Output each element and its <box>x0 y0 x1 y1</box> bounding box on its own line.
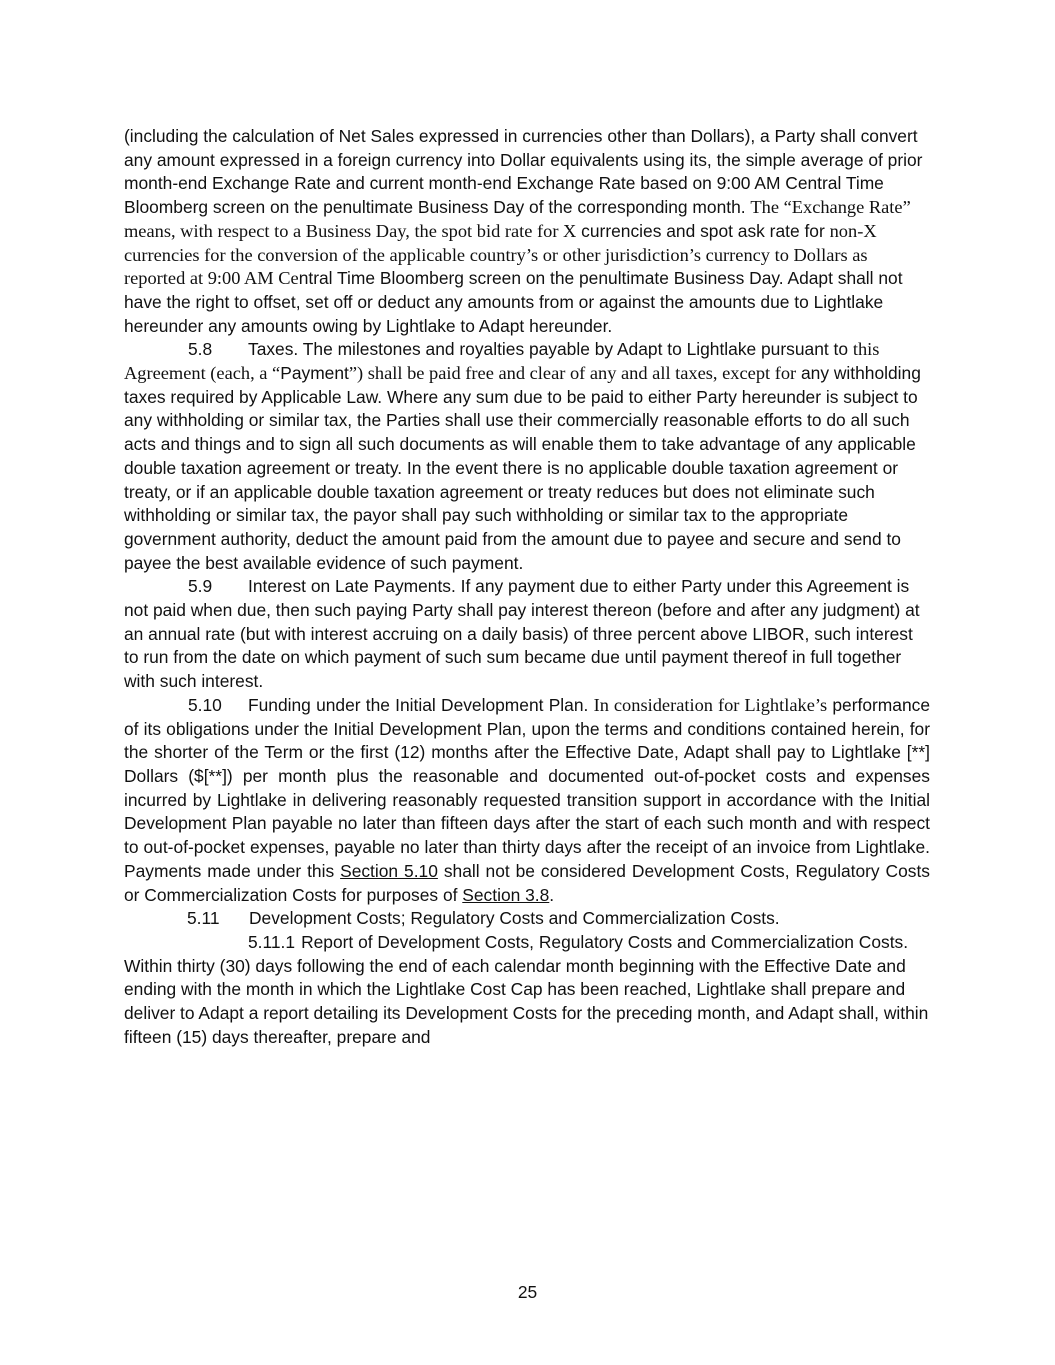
paragraph-exchange-rate <box>124 125 930 338</box>
text-run: Taxes. The milestones and royalties payable by Adapt to Lightlake pursuant to <box>248 339 853 360</box>
text-run: (including the calculation of Net Sales expressed in currencies other than Dollars), a Party shall convert any amount expressed in a foreign currency into Dollar equivalents using its, the simple average of prior month-end Exchange Rate and current month-end Exchange Rate based on 9:00 AM Central Time Bloomberg screen on the penultimate Business Day of the corresponding month. <box>124 126 923 218</box>
section-cross-reference: Section 3.8 <box>462 884 550 905</box>
text-run: shall not be considered Development Costs, Regulatory Costs or Commercialization Costs for purposes of <box>124 860 930 905</box>
text-run: The “Exchange Rate” means, with respect to a Business Day, the spot bid rate for X <box>124 197 911 241</box>
section-heading: Development Costs; Regulatory Costs and Commercialization Costs. <box>249 908 780 929</box>
section-number: 5.11.1 <box>248 931 296 952</box>
document-page <box>124 125 930 1049</box>
section-number: 5.10 <box>188 694 222 715</box>
section-number: 5.8 <box>188 339 213 360</box>
section-5-11-1-report <box>124 931 930 1050</box>
text-run: Interest on Late Payments. If any payment due to either Party under this Agreement is not paid when due, then such paying Party shall pay interest thereon (before and after any judgment) at an annual rate (but with interest accruing on a daily basis) of three percent above LIBOR, such interest to run from the date on which payment of such sum became due until payment thereof in full together with such interest. <box>124 576 920 692</box>
text-run: . <box>549 884 555 905</box>
text-run: non-X currencies for the conversion of the applicable country’s or other jurisdiction’s currency to Dollars as reported at 9:00 AM Ce <box>124 220 877 289</box>
section-5-10-funding <box>124 694 930 907</box>
text-run: Funding under the Initial Development Plan. <box>248 694 594 715</box>
text-run: ”) shall be paid free and clear of any and all taxes, except for <box>348 363 797 384</box>
section-number: 5.9 <box>188 576 213 597</box>
text-run: ntral Time Bloomberg screen on the penultimate Business Day. Adapt shall not have the right to offset, set off or deduct any amounts from or against the amounts due to Lightlake hereunder any amounts owing by Lightlake to Adapt hereunder. <box>124 268 903 336</box>
text-run: performance of its obligations under the Initial Development Plan, upon the terms and conditions contained herein, for the shorter of the Term or the first (12) months after the Effective Date, Adapt shall pay to Lightlake [**] Dollars ($[**]) per month plus the reasonable and documented out-of-pocket costs and expenses incurred by Lightlake in delivering reasonably requested transition support in accordance with the Initial Development Plan payable no later than fifteen days after the start of each such month and with respect to out-of-pocket expenses, payable no later than thirty days after the receipt of an invoice from Lightlake. Payments made under this <box>124 694 930 881</box>
section-5-9-interest <box>124 575 930 694</box>
text-run: Report of Development Costs, Regulatory Costs and Commercialization Costs. Within thirty (30) days following the end of each calendar month beginning with the Effective Date and ending with the month in which the Lightlake Cost Cap has been reached, Lightlake shall prepare and deliver to Adapt a report detailing its Development Costs for the preceding month, and Adapt shall, within fifteen (15) days thereafter, prepare and <box>124 931 929 1047</box>
section-number: 5.11 <box>187 908 220 929</box>
section-5-11-heading <box>124 907 930 931</box>
page-number: 25 <box>517 1282 538 1302</box>
section-5-8-taxes <box>124 338 930 575</box>
text-run: this Agreement (each, a “ <box>124 339 880 384</box>
text-run: any withholding taxes required by Applicable Law. Where any sum due to be paid to either Party hereunder is subject to any withholding or similar tax, the Parties shall use their commercially reasonable efforts to do all such acts and things and to sign all such documents as will enable them to take advantage of any applicable double taxation agreement or treaty. In the event there is no applicable double taxation agreement or treaty, or if an applicable double taxation agreement or treaty reduces but does not eliminate such withholding or similar tax, the payor shall pay such withholding or similar tax to the appropriate government authority, deduct the amount paid from the amount due to payee and secure and send to payee the best available evidence of such payment. <box>124 363 921 573</box>
defined-term: Payment <box>280 363 349 384</box>
text-run: In consideration for Lightlake’s <box>593 694 828 715</box>
text-run: currencies and spot ask rate for <box>576 220 830 241</box>
section-cross-reference: Section 5.10 <box>340 860 438 881</box>
